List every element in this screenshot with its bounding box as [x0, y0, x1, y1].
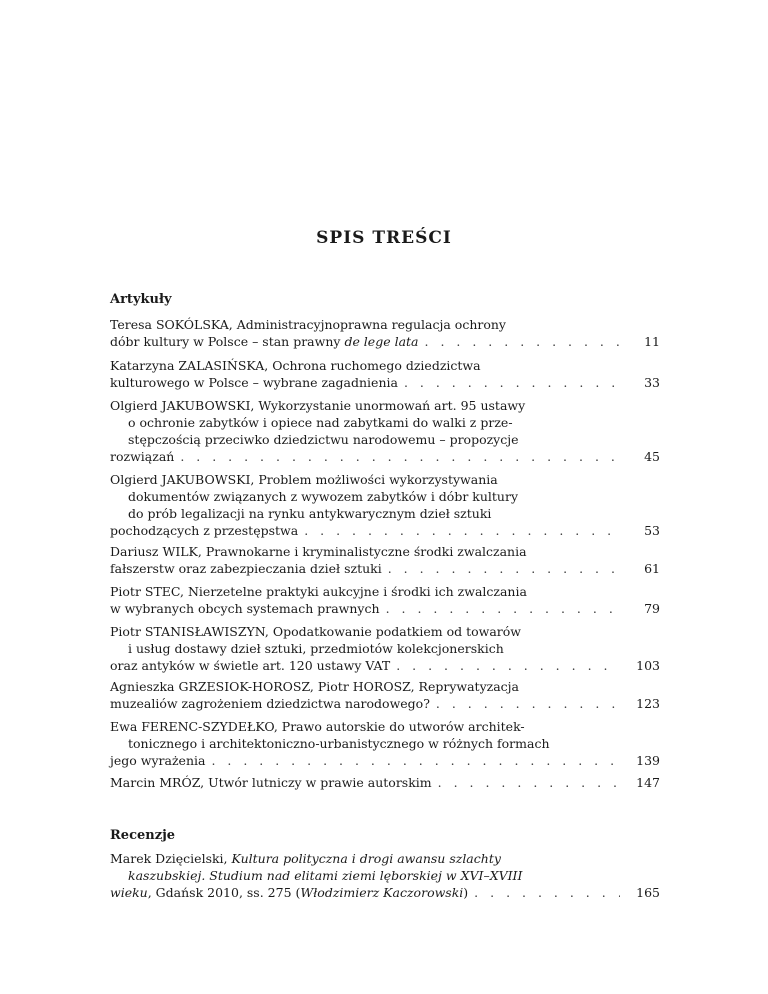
entry-line: Marek Dzięcielski, Kultura polityczna i drogi awansu szlachty	[110, 851, 501, 866]
entry-line: jego wyrażenia	[110, 753, 206, 768]
toc-entry	[110, 774, 660, 791]
leader-dots	[468, 884, 620, 901]
toc-entry	[110, 471, 660, 539]
leader-dots	[390, 657, 620, 674]
page-number: 139	[636, 753, 660, 768]
toc-entry	[110, 678, 660, 712]
leader-dots	[382, 560, 620, 577]
entry-line: Agnieszka GRZESIOK-HOROSZ, Piotr HOROSZ, Reprywatyzacja	[110, 679, 520, 694]
entry-line: stępczością przeciwko dziedzictwu narodowemu – propozycje	[128, 432, 519, 447]
leader-dots	[398, 374, 620, 391]
page-number: 123	[636, 696, 660, 711]
entry-line: fałszerstw oraz zabezpieczania dzieł sztuki	[110, 561, 382, 576]
entry-line: kaszubskiej. Studium nad elitami ziemi lęborskiej w XVI–XVIII	[128, 868, 523, 883]
page-number: 103	[636, 658, 660, 673]
toc-entry	[110, 543, 660, 577]
toc-entry	[110, 623, 660, 674]
entry-line: w wybranych obcych systemach prawnych	[110, 601, 380, 616]
leader-dots	[419, 333, 620, 350]
page-number: 33	[644, 375, 660, 390]
toc-entry	[110, 583, 660, 617]
entry-line: Olgierd JAKUBOWSKI, Wykorzystanie unormowań art. 95 ustawy	[110, 398, 526, 413]
toc-entry	[110, 718, 660, 769]
page-title: SPIS TREŚCI	[316, 228, 452, 248]
entry-line: rozwiązań	[110, 449, 175, 464]
toc-entry	[110, 397, 660, 465]
entry-line: do prób legalizacji na rynku antykwarycznym dzieł sztuki	[128, 506, 492, 521]
entry-line: o ochronie zabytków i opiece nad zabytkami do walki z prze-	[128, 415, 513, 430]
page-number: 79	[644, 601, 660, 616]
entry-line: Dariusz WILK, Prawnokarne i kryminalistyczne środki zwalczania	[110, 544, 527, 559]
page-number: 165	[636, 885, 660, 900]
toc-entry	[110, 316, 660, 350]
section-heading-reviews: Recenzje	[110, 828, 176, 843]
leader-dots	[380, 600, 620, 617]
page-number: 53	[644, 523, 660, 538]
page-number: 45	[644, 449, 660, 464]
page-number: 61	[644, 561, 660, 576]
toc-entry-review	[110, 850, 660, 901]
toc-entry	[110, 357, 660, 391]
entry-line: dokumentów związanych z wywozem zabytków i dóbr kultury	[128, 489, 519, 504]
entry-line: kulturowego w Polsce – wybrane zagadnienia	[110, 375, 398, 390]
leader-dots	[430, 695, 620, 712]
entry-line: tonicznego i architektoniczno-urbanistycznego w różnych formach	[128, 736, 550, 751]
page-number: 147	[636, 775, 660, 790]
page-number: 11	[644, 334, 660, 349]
leader-dots	[298, 522, 620, 539]
entry-line: pochodzących z przestępstwa	[110, 523, 299, 538]
entry-line: dóbr kultury w Polsce – stan prawny de lege lata	[110, 334, 419, 349]
entry-line: Teresa SOKÓLSKA, Administracyjnoprawna regulacja ochrony	[110, 317, 506, 332]
leader-dots	[174, 448, 620, 465]
entry-line: Marcin MRÓZ, Utwór lutniczy w prawie autorskim	[110, 775, 432, 790]
entry-line: Piotr STANISŁAWISZYN, Opodatkowanie podatkiem od towarów	[110, 624, 521, 639]
entry-line: muzealiów zagrożeniem dziedzictwa narodowego?	[110, 696, 430, 711]
leader-dots	[432, 774, 620, 791]
entry-line: i usług dostawy dzieł sztuki, przedmiotów kolekcjonerskich	[128, 641, 504, 656]
entry-line: Piotr STEC, Nierzetelne praktyki aukcyjne i środki ich zwalczania	[110, 584, 527, 599]
entry-line: wieku, Gdańsk 2010, ss. 275 (Włodzimierz Kaczorowski)	[110, 885, 469, 900]
section-heading-articles: Artykuły	[110, 292, 172, 307]
entry-line: Katarzyna ZALASIŃSKA, Ochrona ruchomego dziedzictwa	[110, 358, 481, 373]
entry-line: oraz antyków w świetle art. 120 ustawy VAT	[110, 658, 391, 673]
entry-line: Ewa FERENC-SZYDEŁKO, Prawo autorskie do utworów architek-	[110, 719, 525, 734]
entry-line: Olgierd JAKUBOWSKI, Problem możliwości wykorzystywania	[110, 472, 498, 487]
leader-dots	[205, 752, 620, 769]
